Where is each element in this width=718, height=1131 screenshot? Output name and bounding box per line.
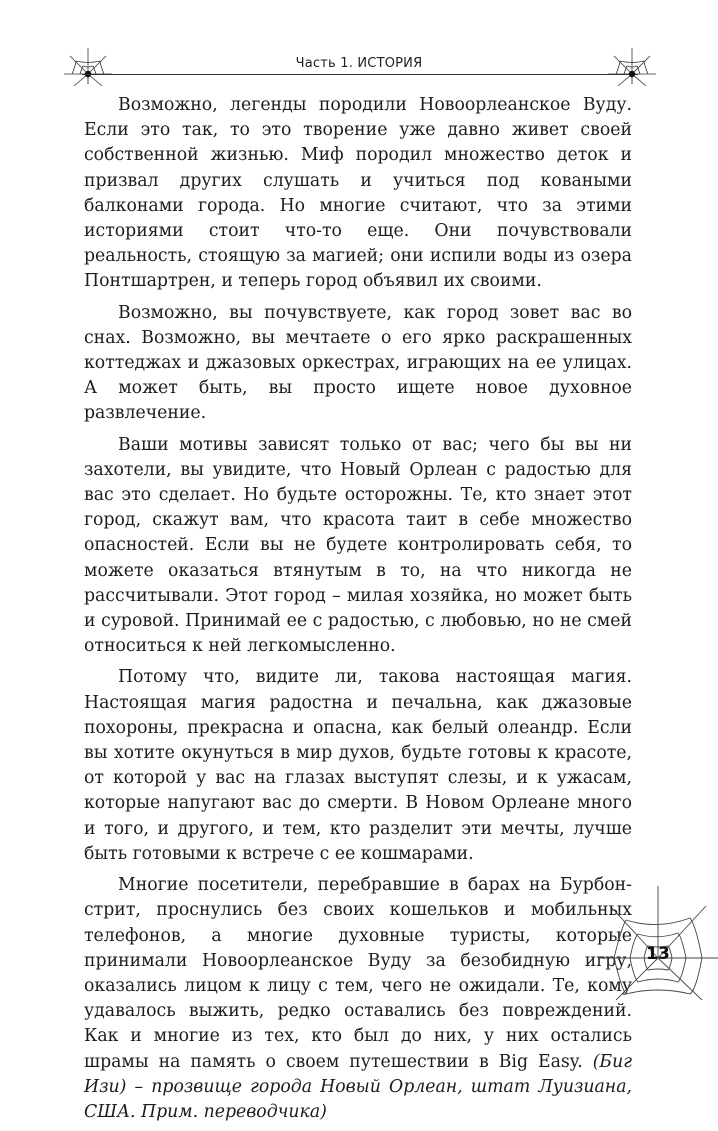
paragraph: Потому что, видите ли, такова настоящая магия. Настоящая магия радостна и печальна, как джазовые похороны, прекрасна и опасна, как белый олеандр. Если вы хотите окунуться в мир духов, будьте готовы к красоте, от которой у вас на глазах выступят слезы, и к ужасам, которые напугают вас до смерти. В Новом Орлеане много и того, и другого, и тем, кто разделит эти мечты, лучше быть готовыми к встрече с ее кошмарами. — [84, 667, 632, 864]
chapter-title: Часть 1. ИСТОРИЯ — [295, 56, 423, 71]
spider-web-icon — [604, 44, 660, 88]
paragraph-text: Многие посетители, перебравшие в барах на Бурбон-стрит, проснулись без своих кошельков и мобильных телефонов, а многие духовные туристы, которые принимали Новоорлеанское Вуду за безобидную игру, оказались лицом к лицу с тем, чего не ожидали. Те, кому удавалось выжить, редко оставались без повреждений. Как и многие из тех, кто был до них, у них остались шрамы на память о своем путешествии в Big Easy. — [84, 875, 632, 1072]
page-number: 13 — [646, 944, 670, 964]
body-text — [84, 93, 632, 1131]
running-header — [0, 0, 718, 90]
translator-note: (Биг Изи) – прозвище города Новый Орлеан, штат Луизиана, США. Прим. переводчика) — [84, 1051, 632, 1122]
paragraph: Ваши мотивы зависят только от вас; чего бы вы ни захотели, вы увидите, что Новый Орлеан с радостью для вас это сделает. Но будьте осторожны. Те, кто знает этот город, скажут вам, что красота таит в себе множество опасностей. Если вы не будете контролировать себя, то можете оказаться втянутым в то, на что никогда не рассчитывали. Этот город – милая хозяйка, но может быть и суровой. Принимай ее с радостью, с любовью, но не смей относиться к ней легкомысленно. — [84, 434, 632, 657]
spider-web-icon — [598, 886, 718, 1000]
paragraph: Возможно, легенды породили Новоорлеанское Вуду. Если это так, то это творение уже давно живет своей собственной жизнью. Миф породил множество деток и призвал других слушать и учиться под коваными балконами города. Но многие считают, что за этими историями стоит что-то еще. Они почувствовали реальность, стоящую за магией; они испили воды из озера Понтшартрен, и теперь город объявил их своими. — [84, 95, 632, 292]
paragraph: Возможно, вы почувствуете, как город зовет вас во снах. Возможно, вы мечтаете о его ярко раскрашенных коттеджах и джазовых оркестрах, играющих на ее улицах. А может быть, вы просто ищете новое духовное развлечение. — [84, 302, 632, 424]
paragraph — [84, 873, 632, 1125]
header-rule — [82, 74, 638, 75]
